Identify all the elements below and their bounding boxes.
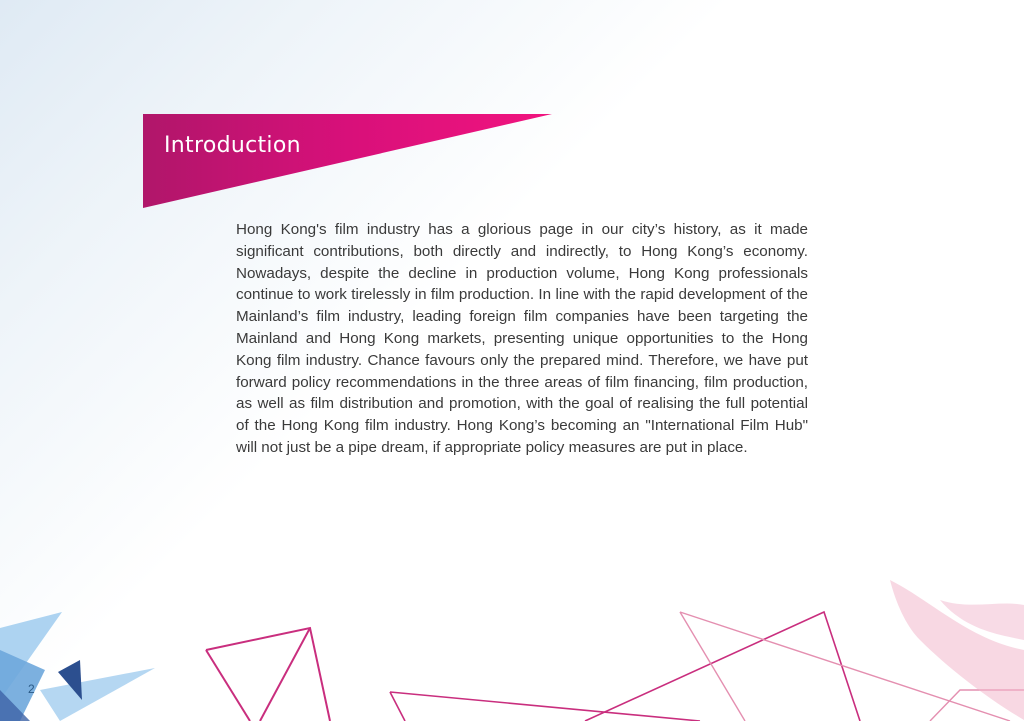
section-title: Introduction — [164, 133, 301, 158]
pink-line-shape — [390, 692, 405, 721]
blue-triangle-shape — [40, 668, 155, 721]
pink-line-shape — [206, 650, 250, 721]
pink-line-shape — [390, 692, 700, 721]
pink-line-shape — [585, 612, 860, 721]
pink-line-shape — [680, 612, 745, 721]
pink-brush-shape — [890, 580, 1024, 720]
intro-paragraph: Hong Kong's film industry has a glorious page in our city’s history, as it made significant contributions, both directly and indirectly, to Hong Kong’s economy. Nowadays, despite the decline in production volume, Hong Kong professionals continue to work tirelessly in film production. In line with the rapid development of the Mainland’s film industry, leading foreign film companies have been targeting the Mainland and Hong Kong markets, presenting unique opportunities to the Hong Kong film industry. Chance favours only the prepared mind. Therefore, we have put forward policy recommendations in the three areas of film financing, film production, as well as film distribution and promotion, with the goal of realising the full potential of the Hong Kong film industry. Hong Kong’s becoming an "International Film Hub" will not just be a pipe dream, if appropriate policy measures are put in place. — [236, 221, 808, 456]
pink-line-shape — [260, 628, 310, 721]
page-number: 2 — [28, 682, 35, 696]
